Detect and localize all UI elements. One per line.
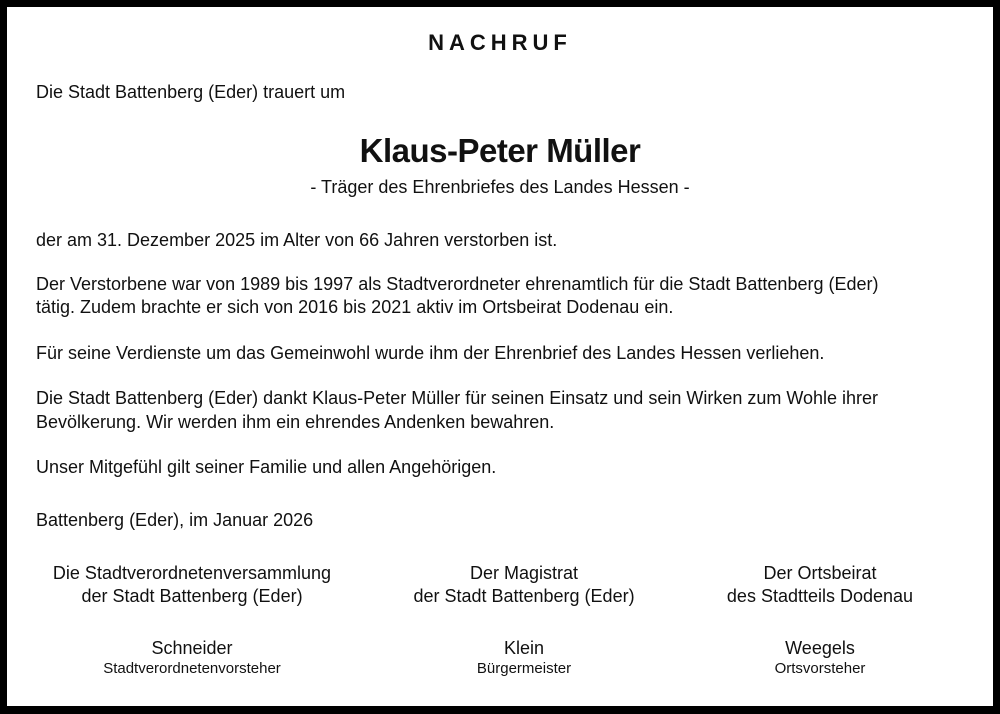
signatory-role: Stadtverordnetenvorsteher: [103, 660, 281, 677]
paragraph: Der Verstorbene war von 1989 bis 1997 als Stadtverordneter ehrenamtlich für die Stadt Battenberg (Eder): [36, 274, 879, 294]
deceased-name: Klaus-Peter Müller: [359, 132, 641, 169]
signatory-body: Die Stadtverordnetenversammlung: [52, 563, 332, 583]
signatory-body: der Stadt Battenberg (Eder): [413, 586, 635, 606]
signatory-1: [42, 562, 342, 678]
signatory-body: Der Magistrat: [469, 563, 579, 583]
paragraph: Unser Mitgefühl gilt seiner Familie und allen Angehörigen.: [36, 457, 497, 477]
paragraph: Die Stadt Battenberg (Eder) dankt Klaus-Peter Müller für seinen Einsatz und sein Wirken zum Wohle ihrer: [36, 388, 879, 408]
paragraph: der am 31. Dezember 2025 im Alter von 66 Jahren verstorben ist.: [36, 230, 558, 250]
heading: NACHRUF: [428, 30, 572, 55]
signatory-role: Ortsvorsteher: [774, 660, 866, 677]
signatory-role: Bürgermeister: [476, 660, 572, 677]
subtitle: - Träger des Ehrenbriefes des Landes Hessen -: [310, 177, 690, 197]
signatory-name: Klein: [503, 638, 545, 658]
signatory-body: des Stadtteils Dodenau: [726, 586, 914, 606]
intro-text: Die Stadt Battenberg (Eder) trauert um: [36, 82, 346, 102]
paragraph: Bevölkerung. Wir werden ihm ein ehrendes Andenken bewahren.: [36, 412, 555, 432]
signatory-name: Schneider: [151, 638, 233, 658]
paragraph: Für seine Verdienste um das Gemeinwohl wurde ihm der Ehrenbrief des Landes Hessen verliehen.: [36, 343, 825, 363]
signatory-body: Der Ortsbeirat: [763, 563, 877, 583]
signatory-2: [374, 562, 674, 678]
signatory-name: Weegels: [785, 638, 855, 658]
obituary-notice: [7, 7, 993, 706]
signatory-body: der Stadt Battenberg (Eder): [81, 586, 303, 606]
signatory-3: [670, 562, 970, 678]
place-date: Battenberg (Eder), im Januar 2026: [36, 510, 314, 530]
paragraph: tätig. Zudem brachte er sich von 2016 bis 2021 aktiv im Ortsbeirat Dodenau ein.: [36, 297, 674, 317]
